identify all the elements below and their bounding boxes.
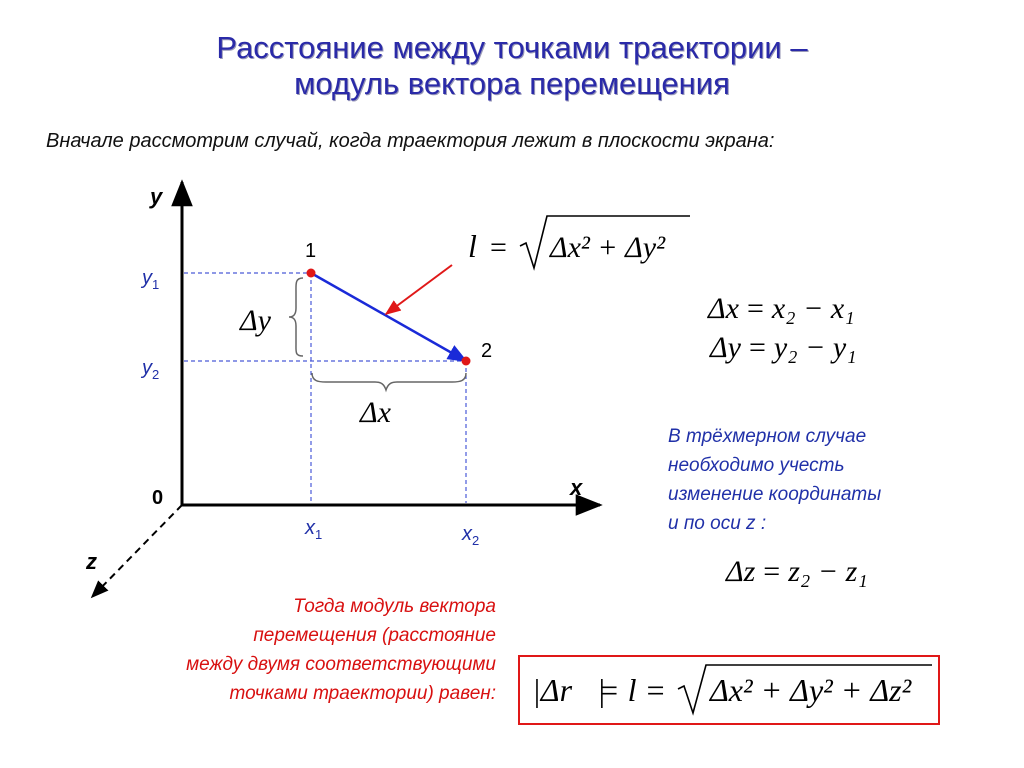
three-d-note-line: изменение координаты xyxy=(668,484,882,505)
conclusion-line: Тогда модуль вектора xyxy=(293,596,496,617)
delta-x-label: Δx xyxy=(360,396,391,429)
point-1 xyxy=(307,269,316,278)
x2-label: $x_2$ xyxy=(462,523,480,548)
conclusion-line: перемещения (расстояние xyxy=(253,625,496,646)
conclusion-text xyxy=(60,592,496,708)
svg-text:Δx² + Δy²: Δx² + Δy² xyxy=(550,231,666,264)
intro-text: Вначале рассмотрим случай, когда траектория лежит в плоскости экрана: xyxy=(46,130,775,152)
svg-text:|Δr⃗|: |Δr⃗| xyxy=(532,672,606,708)
z-axis-label: z xyxy=(86,549,97,574)
conclusion-line: точками траектории) равен: xyxy=(229,683,496,704)
y1-label: $y_1$ xyxy=(142,267,160,292)
dy-formula: Δy = y₂ − y₁ xyxy=(710,331,857,364)
point-1-label: 1 xyxy=(305,240,317,262)
origin-label: 0 xyxy=(152,487,164,509)
x1-label: $x_1$ xyxy=(305,517,323,542)
title-line-1: Расстояние между точками траектории – xyxy=(216,30,808,65)
z-axis xyxy=(92,505,182,597)
conclusion-line: между двумя соответствующими xyxy=(186,654,496,675)
three-d-note xyxy=(668,422,881,538)
x-axis-label: x xyxy=(570,475,583,500)
delta-y-brace xyxy=(289,278,303,356)
three-d-note-line: и по оси z : xyxy=(668,513,767,534)
svg-text:Δx² + Δy² + Δz²: Δx² + Δy² + Δz² xyxy=(710,672,912,708)
guide-lines xyxy=(184,273,466,503)
dx-formula: Δx = x₂ − x₁ xyxy=(708,292,855,325)
point-2-label: 2 xyxy=(481,340,493,362)
svg-text:=: = xyxy=(490,231,507,264)
delta-x-brace xyxy=(312,373,466,390)
three-d-note-line: В трёхмерном случае xyxy=(668,426,867,447)
title-line-2: модуль вектора перемещения xyxy=(294,66,730,101)
svg-text:l: l xyxy=(468,228,477,264)
three-d-note-line: необходимо учесть xyxy=(668,455,845,476)
final-formula xyxy=(520,657,938,723)
final-formula-box xyxy=(518,655,940,725)
delta-y-label: Δy xyxy=(240,304,271,337)
dz-formula: Δz = z₂ − z₁ xyxy=(726,555,868,588)
length-formula xyxy=(468,216,690,268)
point-2 xyxy=(462,357,471,366)
y2-label: $y_2$ xyxy=(142,357,160,382)
displacement-vector xyxy=(311,273,466,361)
pointer-arrow xyxy=(386,265,452,314)
y-axis-label: y xyxy=(150,184,163,209)
svg-text:= l =: = l = xyxy=(598,672,667,708)
